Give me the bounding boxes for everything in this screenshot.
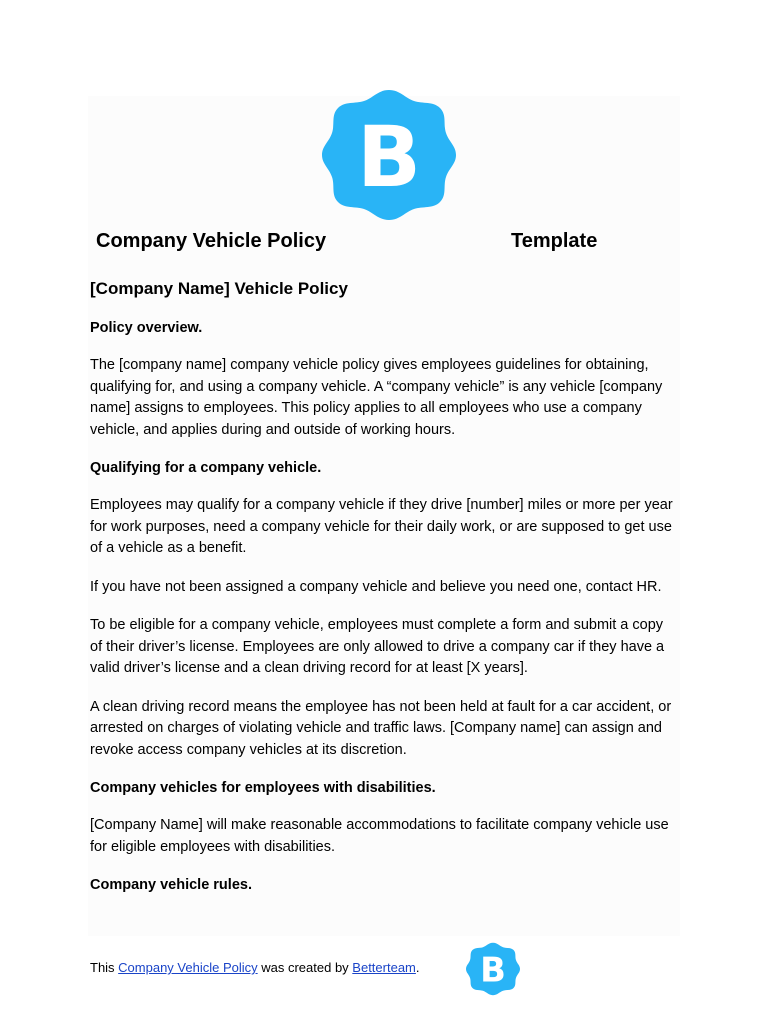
betterteam-small-logo-icon[interactable] <box>466 942 520 996</box>
qualifying-paragraph-3: To be eligible for a company vehicle, employees must complete a form and submit a copy of their driver’s license. Employees are only allowed to drive a company car if they have a valid driver’s license and a clean driving record for at least [X years]. <box>90 617 665 676</box>
title-template-label: Template <box>511 230 598 252</box>
small-logo-letter: B <box>480 950 506 990</box>
policy-heading: [Company Name] Vehicle Policy <box>90 279 348 298</box>
footer-middle: was created by <box>257 960 353 975</box>
overview-heading: Policy overview. <box>90 320 203 336</box>
qualifying-paragraph-1: Employees may qualify for a company vehicle if they drive [number] miles or more per year for work purposes, need a company vehicle for their daily work, or are supposed to get use of a vehicle as a benefit. <box>90 497 673 556</box>
policy-link[interactable]: Company Vehicle Policy <box>118 960 258 975</box>
document-title <box>96 230 656 260</box>
betterteam-link[interactable]: Betterteam <box>352 960 416 975</box>
title-text: Company Vehicle Policy <box>96 230 327 252</box>
logo-letter: B <box>356 108 422 206</box>
footer-prefix: This <box>90 960 119 975</box>
overview-paragraph: The [company name] company vehicle policy gives employees guidelines for obtaining, qualifying for, and using a company vehicle. A “company vehicle” is any vehicle [company name] assigns to employees. This policy applies to all employees who use a company vehicle, and applies during and outside of working hours. <box>90 357 663 438</box>
rules-heading: Company vehicle rules. <box>90 877 252 893</box>
qualifying-paragraph-2: If you have not been assigned a company vehicle and believe you need one, contact HR. <box>90 578 662 595</box>
footer-credit <box>90 958 420 978</box>
betterteam-logo-icon <box>322 88 456 222</box>
footer-suffix: . <box>415 960 420 975</box>
disabilities-paragraph: [Company Name] will make reasonable accommodations to facilitate company vehicle use for eligible employees with disabilities. <box>90 817 669 855</box>
qualifying-heading: Qualifying for a company vehicle. <box>90 460 322 476</box>
document-body <box>90 278 675 912</box>
disabilities-heading: Company vehicles for employees with disabilities. <box>90 780 436 796</box>
qualifying-paragraph-4: A clean driving record means the employee has not been held at fault for a car accident, or arrested on charges of violating vehicle and traffic laws. [Company name] can assign and revoke access company vehicles at its discretion. <box>90 698 672 758</box>
